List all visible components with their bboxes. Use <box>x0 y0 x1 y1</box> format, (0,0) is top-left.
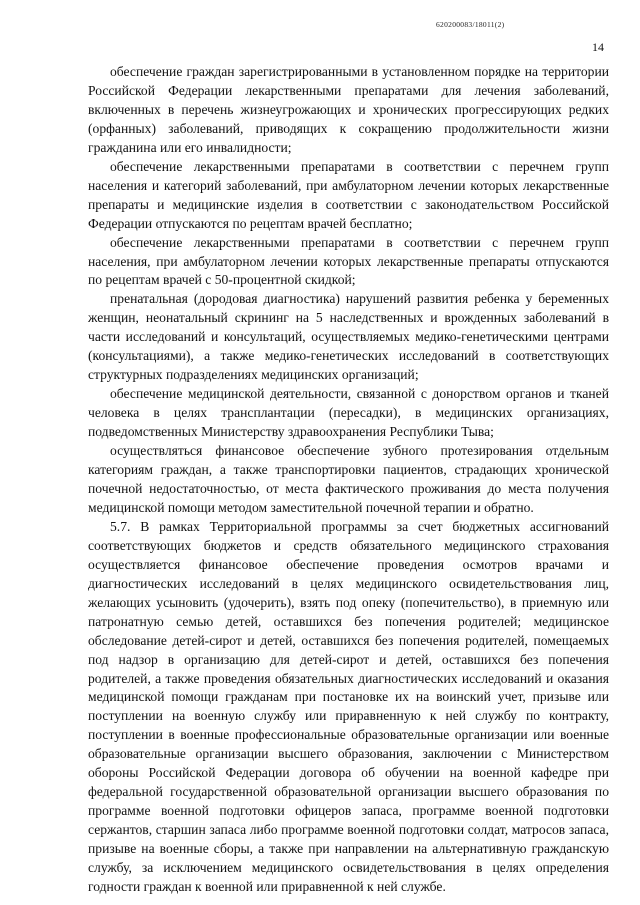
document-body <box>88 63 609 897</box>
doc-code: 620200083/18011(2) <box>436 20 505 29</box>
paragraph-prenatal-diagnostics: пренатальная (дородовая диагностика) нарушений развития ребенка у беременных женщин, неонатальный скрининг на 5 наследственных и врожденных заболеваний в части исследований и консультаций, осуществляемых медико-генетическими центрами (консультациями), а также медико-генетических исследований в соответствующих структурных подразделениях медицинских организаций; <box>88 291 609 383</box>
paragraph-free-drugs: обеспечение лекарственными препаратами в соответствии с перечнем групп населения и категорий заболеваний, при амбулаторном лечении которых лекарственные препараты и медицинские изделия в соответствии с законодательством Российской Федерации отпускаются по рецептам врачей бесплатно; <box>88 158 609 231</box>
paragraph-organ-donation: обеспечение медицинской деятельности, связанной с донорством органов и тканей человека в целях трансплантации (пересадки), в медицинских организациях, подведомственных Министерству здравоохранения Республики Тыва; <box>88 386 609 440</box>
page-number: 14 <box>592 40 604 54</box>
paragraph-dental-transport: осуществляться финансовое обеспечение зубного протезирования отдельным категориям граждан, а также транспортировки пациентов, страдающих хронической почечной недостаточностью, от места фактического проживания до места получения медицинской помощи методом заместительной почечной терапии и обратно. <box>88 443 609 515</box>
paragraph-rare-diseases: обеспечение граждан зарегистрированными в установленном порядке на территории Российской Федерации лекарственными препаратами для лечения заболеваний, включенных в перечень жизнеугрожающих и хронических прогрессирующих редких (орфанных) заболеваний, приводящих к сокращению продолжительности жизни гражданина или его инвалидности; <box>88 64 609 155</box>
paragraph-section-5-7: 5.7. В рамках Территориальной программы за счет бюджетных ассигнований соответствующих бюджетов и средств обязательного медицинского страхования осуществляется финансовое обеспечение проведения осмотров врачами и диагностических исследований в целях медицинского освидетельствования лиц, желающих усыновить (удочерить), взять под опеку (попечительство), в приемную или патронатную семью детей, оставшихся без попечения родителей; медицинское обследование детей-сирот и детей, оставшихся без попечения родителей, помещаемых под надзор в организацию для детей-сирот и детей, оставшихся без попечения родителей, а также проведения обязательных диагностических исследований и оказания медицинской помощи гражданам при постановке их на воинский учет, призыве или поступлении на военную службу или приравненную к ней службу по контракту, поступлении в военные профессиональные образовательные организации или военные образовательные организации высшего образования, заключении с Министерством обороны Российской Федерации договора об обучении на военной кафедре при федеральной государственной образовательной организации высшего образования по программе военной подготовки офицеров запаса, программе военной подготовки сержантов, старшин запаса либо программе военной подготовки солдат, матросов запаса, призыве на военные сборы, а также при направлении на альтернативную гражданскую службу, за исключением медицинского освидетельствования в целях определения годности граждан к военной или приравненной к ней службе. <box>88 518 609 894</box>
paragraph-discount-drugs: обеспечение лекарственными препаратами в соответствии с перечнем групп населения, при амбулаторном лечении которых лекарственные препараты отпускаются по рецептам врачей с 50-процентной скидкой; <box>88 234 609 288</box>
